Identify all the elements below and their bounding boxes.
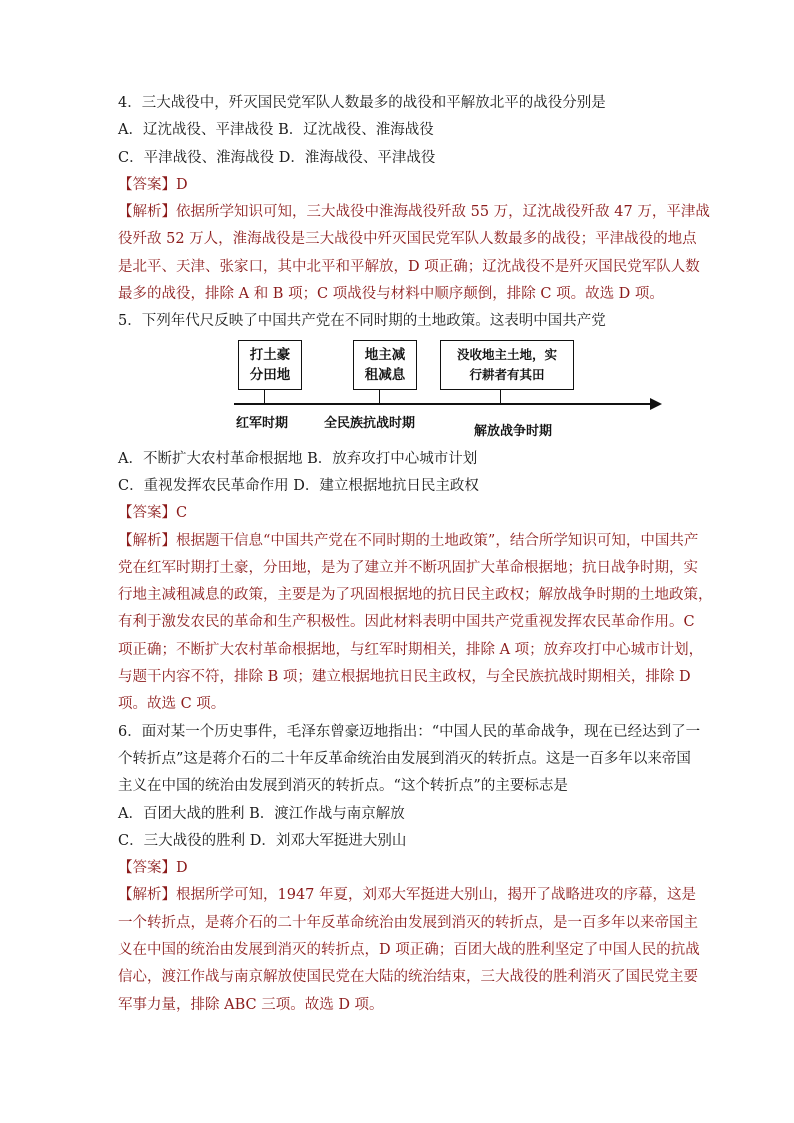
- q6-answer: [118, 855, 688, 882]
- q6-analysis-line-3: 义在中国的统治由发展到消灭的转折点，D 项正确；百团大战的胜利坚定了中国人民的抗战: [118, 942, 700, 959]
- timeline-tick: [264, 390, 265, 404]
- q5-analysis-line-7: 项。故选 C 项。: [118, 696, 226, 713]
- q4-answer: [118, 172, 688, 199]
- q5-analysis-line-2: 党在红军时期打土豪，分田地，是为了建立并不断巩固扩大革命根据地；抗日战争时期，实: [118, 559, 698, 576]
- timeline-period-1: 红军时期: [236, 415, 289, 431]
- q5-timeline-figure: [118, 340, 688, 444]
- q4-options-cd: C．平津战役、淮海战役 D．淮海战役、平津战役: [118, 149, 436, 166]
- answer-tag: 【答案】: [118, 505, 176, 522]
- document-page: [118, 90, 713, 1019]
- q5-analysis-line-3: 行地主减租减息的政策，主要是为了巩固根据地的抗日民主政权；解放战争时期的土地政策，: [118, 587, 713, 604]
- q4-stem: 4．三大战役中，歼灭国民党军队人数最多的战役和平解放北平的战役分别是: [118, 95, 606, 111]
- q6-stem-line-2: 个转折点”这是蒋介石的二十年反革命统治由发展到消灭的转折点。这是一百多年以来帝国: [118, 750, 691, 767]
- answer-value: C: [176, 505, 188, 522]
- q5-options-cd: C．重视发挥农民革命作用 D．建立根据地抗日民主政权: [118, 477, 479, 494]
- timeline-axis: [234, 403, 654, 405]
- timeline-period-2: 全民族抗战时期: [324, 415, 416, 431]
- answer-tag: 【答案】: [118, 176, 176, 193]
- timeline-tick: [379, 390, 380, 404]
- q4-analysis-line-2: 役歼敌 52 万人，淮海战役是三大战役中歼灭国民党军队人数最多的战役；平津战役的地点: [118, 231, 697, 248]
- answer-value: D: [176, 860, 188, 877]
- q6-options-cd: C．三大战役的胜利 D．刘邓大军挺进大别山: [118, 832, 407, 849]
- q4-analysis-line-1: 【解析】依据所学知识可知，三大战役中淮海战役歼敌 55 万，辽沈战役歼敌 47 万，平津战: [118, 204, 710, 221]
- timeline-tick: [500, 390, 501, 404]
- q5-analysis-line-4: 有利于激发农民的革命和生产积极性。因此材料表明中国共产党重视发挥农民革命作用。C: [118, 614, 695, 631]
- q6-analysis-line-4: 信心，渡江作战与南京解放使国民党在大陆的统治结束，三大战役的胜利消灭了国民党主要: [118, 969, 698, 986]
- q6-stem-line-1: 6．面对某一个历史事件，毛泽东曾豪迈地指出：“中国人民的革命战争，现在已经达到了一: [118, 723, 701, 740]
- q6-analysis-line-1: 【解析】根据所学可知，1947 年夏，刘邓大军挺进大别山，揭开了战略进攻的序幕，这是: [118, 887, 697, 904]
- q5-analysis-line-5: 项正确；不断扩大农村革命根据地，与红军时期相关，排除 A 项；放弃攻打中心城市计划，: [118, 641, 704, 658]
- q6-options-ab: A．百团大战的胜利 B．渡江作战与南京解放: [118, 805, 405, 822]
- q4-options-ab: A．辽沈战役、平津战役 B．辽沈战役、淮海战役: [118, 122, 434, 139]
- q6-stem-line-3: 主义在中国的统治由发展到消灭的转折点。“这个转折点”的主要标志是: [118, 778, 568, 795]
- analysis-tag: 【解析】: [118, 887, 176, 904]
- q4-analysis-line-4: 最多的战役，排除 A 和 B 项；C 项战役与材料中顺序颠倒，排除 C 项。故选 D 项。: [118, 286, 664, 303]
- timeline-box-liberation-war: 没收地主土地，实 行耕者有其田: [440, 340, 574, 390]
- timeline-box-anti-japanese: 地主减 租减息: [353, 340, 417, 390]
- analysis-tag: 【解析】: [118, 204, 176, 221]
- q6-analysis-line-2: 一个转折点，是蒋介石的二十年反革命统治由发展到消灭的转折点，是一百多年以来帝国主: [118, 914, 698, 931]
- answer-tag: 【答案】: [118, 860, 176, 877]
- q5-stem: 5．下列年代尺反映了中国共产党在不同时期的土地政策。这表明中国共产党: [118, 313, 606, 330]
- analysis-tag: 【解析】: [118, 532, 176, 549]
- q6-analysis-line-5: 军事力量，排除 ABC 三项。故选 D 项。: [118, 996, 384, 1013]
- q5-analysis-line-6: 与题干内容不符，排除 B 项；建立根据地抗日民主政权，与全民族抗战时期相关，排除 D: [118, 669, 691, 686]
- q4-analysis-line-3: 是北平、天津、张家口，其中北平和平解放，D 项正确；辽沈战役不是歼灭国民党军队人数: [118, 258, 700, 275]
- q5-analysis-line-1: 【解析】根据题干信息“中国共产党在不同时期的土地政策”，结合所学知识可知，中国共产: [118, 532, 699, 549]
- timeline-box-red-army: 打土豪 分田地: [238, 340, 302, 390]
- timeline-period-3: 解放战争时期: [474, 423, 553, 439]
- q5-options-ab: A．不断扩大农村革命根据地 B．放弃攻打中心城市计划: [118, 450, 478, 467]
- timeline-arrow-icon: [650, 398, 662, 410]
- q5-answer: [118, 500, 688, 527]
- answer-value: D: [176, 176, 188, 193]
